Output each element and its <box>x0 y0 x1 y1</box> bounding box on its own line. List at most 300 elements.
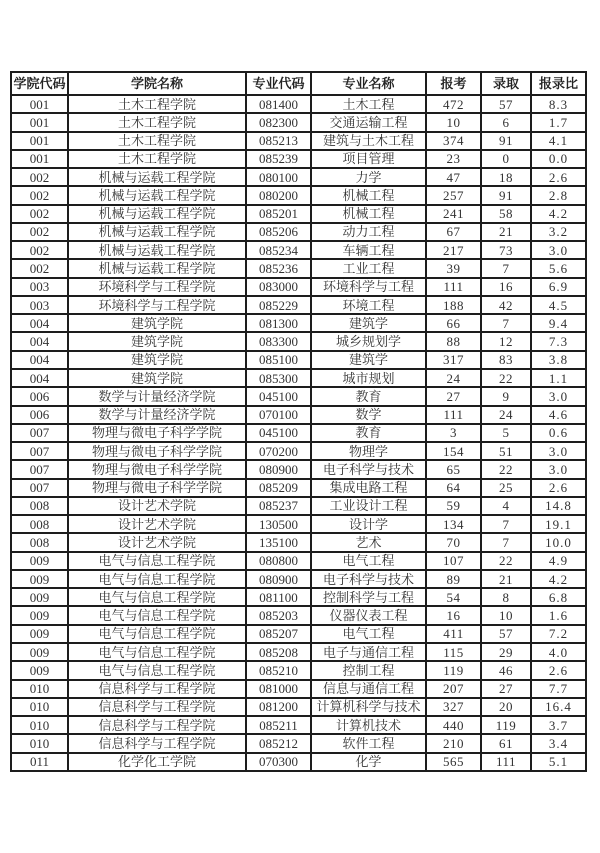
cell-applicants: 3 <box>426 424 481 442</box>
cell-major_code: 083000 <box>246 278 311 296</box>
cell-college_name: 机械与运载工程学院 <box>68 241 246 259</box>
table-row <box>11 661 586 679</box>
cell-major_name: 力学 <box>311 168 426 186</box>
cell-major_code: 070100 <box>246 406 311 424</box>
cell-ratio: 16.4 <box>531 698 586 716</box>
cell-college_name: 电气与信息工程学院 <box>68 625 246 643</box>
cell-admitted: 111 <box>481 753 531 771</box>
cell-ratio: 3.0 <box>531 387 586 405</box>
cell-major_code: 082300 <box>246 113 311 131</box>
cell-ratio: 2.6 <box>531 661 586 679</box>
table-row <box>11 753 586 771</box>
cell-applicants: 66 <box>426 314 481 332</box>
cell-ratio: 5.1 <box>531 753 586 771</box>
cell-major_name: 交通运输工程 <box>311 113 426 131</box>
cell-ratio: 3.2 <box>531 223 586 241</box>
cell-applicants: 241 <box>426 205 481 223</box>
cell-college_name: 数学与计量经济学院 <box>68 387 246 405</box>
cell-major_name: 电气工程 <box>311 552 426 570</box>
cell-major_code: 045100 <box>246 387 311 405</box>
cell-major_name: 计算机科学与技术 <box>311 698 426 716</box>
cell-admitted: 27 <box>481 680 531 698</box>
cell-admitted: 7 <box>481 515 531 533</box>
cell-applicants: 107 <box>426 552 481 570</box>
cell-college_code: 009 <box>11 552 68 570</box>
table-row <box>11 369 586 387</box>
header-admitted: 录取 <box>481 72 531 95</box>
table-row <box>11 95 586 113</box>
cell-applicants: 47 <box>426 168 481 186</box>
cell-college_name: 电气与信息工程学院 <box>68 552 246 570</box>
cell-applicants: 89 <box>426 570 481 588</box>
cell-applicants: 440 <box>426 716 481 734</box>
cell-admitted: 20 <box>481 698 531 716</box>
cell-major_name: 化学 <box>311 753 426 771</box>
cell-applicants: 207 <box>426 680 481 698</box>
table-row <box>11 552 586 570</box>
cell-applicants: 327 <box>426 698 481 716</box>
cell-college_name: 物理与微电子科学学院 <box>68 424 246 442</box>
header-ratio: 报录比 <box>531 72 586 95</box>
cell-college_name: 信息科学与工程学院 <box>68 716 246 734</box>
table-row <box>11 241 586 259</box>
cell-ratio: 1.1 <box>531 369 586 387</box>
cell-ratio: 2.8 <box>531 186 586 204</box>
cell-applicants: 39 <box>426 259 481 277</box>
cell-ratio: 6.8 <box>531 588 586 606</box>
table-row <box>11 150 586 168</box>
table-row <box>11 406 586 424</box>
cell-college_name: 电气与信息工程学院 <box>68 588 246 606</box>
cell-ratio: 7.7 <box>531 680 586 698</box>
cell-major_name: 建筑学 <box>311 314 426 332</box>
cell-college_code: 008 <box>11 515 68 533</box>
cell-ratio: 4.5 <box>531 296 586 314</box>
cell-applicants: 88 <box>426 332 481 350</box>
table-row <box>11 734 586 752</box>
cell-major_name: 电子科学与技术 <box>311 460 426 478</box>
cell-major_code: 085100 <box>246 351 311 369</box>
cell-major_code: 080200 <box>246 186 311 204</box>
cell-major_code: 085209 <box>246 479 311 497</box>
cell-ratio: 4.1 <box>531 132 586 150</box>
table-row <box>11 296 586 314</box>
cell-admitted: 73 <box>481 241 531 259</box>
cell-ratio: 1.7 <box>531 113 586 131</box>
cell-admitted: 61 <box>481 734 531 752</box>
table-row <box>11 259 586 277</box>
cell-major_name: 教育 <box>311 387 426 405</box>
cell-major_name: 建筑学 <box>311 351 426 369</box>
cell-ratio: 3.7 <box>531 716 586 734</box>
cell-major_name: 电子科学与技术 <box>311 570 426 588</box>
cell-major_code: 085208 <box>246 643 311 661</box>
cell-admitted: 83 <box>481 351 531 369</box>
cell-college_code: 010 <box>11 680 68 698</box>
cell-admitted: 16 <box>481 278 531 296</box>
cell-applicants: 16 <box>426 606 481 624</box>
cell-major_code: 085229 <box>246 296 311 314</box>
cell-major_code: 085201 <box>246 205 311 223</box>
cell-college_name: 机械与运载工程学院 <box>68 259 246 277</box>
cell-college_name: 物理与微电子科学学院 <box>68 442 246 460</box>
cell-applicants: 27 <box>426 387 481 405</box>
cell-college_name: 数学与计量经济学院 <box>68 406 246 424</box>
cell-college_name: 环境科学与工程学院 <box>68 296 246 314</box>
cell-ratio: 0.0 <box>531 150 586 168</box>
table-row <box>11 680 586 698</box>
cell-admitted: 42 <box>481 296 531 314</box>
cell-college_code: 003 <box>11 278 68 296</box>
cell-major_code: 085210 <box>246 661 311 679</box>
cell-college_name: 信息科学与工程学院 <box>68 698 246 716</box>
cell-major_name: 城乡规划学 <box>311 332 426 350</box>
cell-ratio: 10.0 <box>531 533 586 551</box>
header-college-name: 学院名称 <box>68 72 246 95</box>
cell-college_name: 信息科学与工程学院 <box>68 680 246 698</box>
cell-major_name: 环境工程 <box>311 296 426 314</box>
cell-major_code: 085207 <box>246 625 311 643</box>
cell-college_code: 007 <box>11 424 68 442</box>
cell-admitted: 91 <box>481 186 531 204</box>
cell-ratio: 3.0 <box>531 442 586 460</box>
cell-college_name: 电气与信息工程学院 <box>68 606 246 624</box>
table-row <box>11 332 586 350</box>
cell-college_code: 008 <box>11 533 68 551</box>
cell-major_code: 081100 <box>246 588 311 606</box>
cell-ratio: 4.9 <box>531 552 586 570</box>
cell-major_code: 085234 <box>246 241 311 259</box>
cell-college_code: 009 <box>11 606 68 624</box>
table-row <box>11 132 586 150</box>
cell-college_name: 土木工程学院 <box>68 150 246 168</box>
table-row <box>11 442 586 460</box>
cell-major_name: 工业设计工程 <box>311 497 426 515</box>
cell-admitted: 22 <box>481 369 531 387</box>
cell-major_code: 080100 <box>246 168 311 186</box>
cell-college_name: 土木工程学院 <box>68 113 246 131</box>
cell-admitted: 57 <box>481 95 531 113</box>
cell-major_name: 仪器仪表工程 <box>311 606 426 624</box>
cell-major_name: 机械工程 <box>311 205 426 223</box>
cell-college_code: 007 <box>11 479 68 497</box>
cell-applicants: 67 <box>426 223 481 241</box>
cell-major_name: 建筑与土木工程 <box>311 132 426 150</box>
cell-ratio: 4.2 <box>531 570 586 588</box>
cell-college_code: 002 <box>11 223 68 241</box>
cell-college_name: 信息科学与工程学院 <box>68 734 246 752</box>
cell-major_code: 080900 <box>246 460 311 478</box>
cell-ratio: 6.9 <box>531 278 586 296</box>
cell-major_code: 080900 <box>246 570 311 588</box>
table-row <box>11 113 586 131</box>
cell-major_name: 控制科学与工程 <box>311 588 426 606</box>
cell-college_code: 011 <box>11 753 68 771</box>
cell-major_name: 软件工程 <box>311 734 426 752</box>
cell-applicants: 119 <box>426 661 481 679</box>
cell-admitted: 8 <box>481 588 531 606</box>
cell-admitted: 9 <box>481 387 531 405</box>
cell-college_name: 建筑学院 <box>68 351 246 369</box>
table-row <box>11 497 586 515</box>
table-row <box>11 570 586 588</box>
cell-college_name: 设计艺术学院 <box>68 497 246 515</box>
cell-applicants: 188 <box>426 296 481 314</box>
cell-college_code: 010 <box>11 734 68 752</box>
cell-ratio: 4.6 <box>531 406 586 424</box>
cell-major_code: 081000 <box>246 680 311 698</box>
cell-college_code: 009 <box>11 643 68 661</box>
cell-major_name: 教育 <box>311 424 426 442</box>
cell-ratio: 3.0 <box>531 241 586 259</box>
cell-college_name: 土木工程学院 <box>68 95 246 113</box>
cell-college_name: 环境科学与工程学院 <box>68 278 246 296</box>
table-row <box>11 533 586 551</box>
table-row <box>11 515 586 533</box>
cell-ratio: 2.6 <box>531 168 586 186</box>
cell-admitted: 25 <box>481 479 531 497</box>
cell-major_name: 车辆工程 <box>311 241 426 259</box>
table-row <box>11 314 586 332</box>
table-row <box>11 643 586 661</box>
cell-major_code: 085236 <box>246 259 311 277</box>
cell-major_name: 项目管理 <box>311 150 426 168</box>
cell-college_code: 002 <box>11 186 68 204</box>
cell-major_code: 135100 <box>246 533 311 551</box>
cell-applicants: 10 <box>426 113 481 131</box>
cell-ratio: 7.2 <box>531 625 586 643</box>
cell-admitted: 4 <box>481 497 531 515</box>
cell-college_code: 006 <box>11 387 68 405</box>
cell-college_name: 土木工程学院 <box>68 132 246 150</box>
cell-ratio: 4.0 <box>531 643 586 661</box>
cell-admitted: 5 <box>481 424 531 442</box>
cell-major_code: 081300 <box>246 314 311 332</box>
cell-applicants: 317 <box>426 351 481 369</box>
table-row <box>11 387 586 405</box>
cell-ratio: 19.1 <box>531 515 586 533</box>
cell-major_name: 数学 <box>311 406 426 424</box>
cell-major_name: 环境科学与工程 <box>311 278 426 296</box>
cell-admitted: 22 <box>481 460 531 478</box>
cell-major_name: 集成电路工程 <box>311 479 426 497</box>
table-row <box>11 223 586 241</box>
cell-major_code: 085300 <box>246 369 311 387</box>
cell-ratio: 7.3 <box>531 332 586 350</box>
cell-college_code: 007 <box>11 442 68 460</box>
cell-major_code: 080800 <box>246 552 311 570</box>
cell-college_code: 004 <box>11 332 68 350</box>
cell-admitted: 21 <box>481 570 531 588</box>
table-row <box>11 479 586 497</box>
cell-college_code: 001 <box>11 113 68 131</box>
cell-applicants: 411 <box>426 625 481 643</box>
cell-major_name: 土木工程 <box>311 95 426 113</box>
cell-major_name: 设计学 <box>311 515 426 533</box>
cell-college_name: 电气与信息工程学院 <box>68 643 246 661</box>
cell-college_name: 机械与运载工程学院 <box>68 205 246 223</box>
cell-major_code: 085211 <box>246 716 311 734</box>
table-row <box>11 424 586 442</box>
header-major-code: 专业代码 <box>246 72 311 95</box>
cell-major_name: 艺术 <box>311 533 426 551</box>
cell-ratio: 3.4 <box>531 734 586 752</box>
cell-admitted: 7 <box>481 533 531 551</box>
cell-college_code: 002 <box>11 168 68 186</box>
cell-major_name: 信息与通信工程 <box>311 680 426 698</box>
cell-major_code: 085239 <box>246 150 311 168</box>
table-row <box>11 460 586 478</box>
cell-major_code: 081400 <box>246 95 311 113</box>
cell-ratio: 3.8 <box>531 351 586 369</box>
cell-college_name: 机械与运载工程学院 <box>68 186 246 204</box>
cell-applicants: 65 <box>426 460 481 478</box>
cell-admitted: 21 <box>481 223 531 241</box>
cell-college_code: 002 <box>11 205 68 223</box>
cell-admitted: 22 <box>481 552 531 570</box>
cell-major_code: 085213 <box>246 132 311 150</box>
cell-applicants: 111 <box>426 278 481 296</box>
cell-ratio: 1.6 <box>531 606 586 624</box>
cell-major_code: 083300 <box>246 332 311 350</box>
cell-applicants: 565 <box>426 753 481 771</box>
cell-major_name: 机械工程 <box>311 186 426 204</box>
cell-admitted: 10 <box>481 606 531 624</box>
cell-college_code: 009 <box>11 588 68 606</box>
table-row <box>11 278 586 296</box>
cell-admitted: 29 <box>481 643 531 661</box>
cell-major_name: 工业工程 <box>311 259 426 277</box>
cell-applicants: 23 <box>426 150 481 168</box>
cell-admitted: 46 <box>481 661 531 679</box>
cell-college_code: 009 <box>11 625 68 643</box>
cell-applicants: 210 <box>426 734 481 752</box>
cell-major_code: 070300 <box>246 753 311 771</box>
cell-applicants: 70 <box>426 533 481 551</box>
cell-ratio: 14.8 <box>531 497 586 515</box>
cell-admitted: 7 <box>481 259 531 277</box>
table-row <box>11 186 586 204</box>
table-row <box>11 351 586 369</box>
cell-applicants: 115 <box>426 643 481 661</box>
cell-college_code: 001 <box>11 132 68 150</box>
cell-ratio: 3.0 <box>531 460 586 478</box>
cell-major_code: 130500 <box>246 515 311 533</box>
cell-college_name: 机械与运载工程学院 <box>68 168 246 186</box>
table-row <box>11 625 586 643</box>
cell-major_code: 085203 <box>246 606 311 624</box>
cell-college_code: 010 <box>11 716 68 734</box>
cell-major_code: 081200 <box>246 698 311 716</box>
cell-applicants: 24 <box>426 369 481 387</box>
header-major-name: 专业名称 <box>311 72 426 95</box>
cell-major_name: 电子与通信工程 <box>311 643 426 661</box>
table-row <box>11 168 586 186</box>
cell-college_name: 电气与信息工程学院 <box>68 661 246 679</box>
cell-applicants: 111 <box>426 406 481 424</box>
cell-college_code: 001 <box>11 150 68 168</box>
admissions-stats-table <box>10 71 587 772</box>
cell-applicants: 374 <box>426 132 481 150</box>
cell-admitted: 0 <box>481 150 531 168</box>
cell-applicants: 154 <box>426 442 481 460</box>
cell-admitted: 51 <box>481 442 531 460</box>
header-row <box>11 72 586 95</box>
cell-ratio: 4.2 <box>531 205 586 223</box>
cell-college_name: 建筑学院 <box>68 369 246 387</box>
cell-applicants: 64 <box>426 479 481 497</box>
table-row <box>11 716 586 734</box>
cell-college_name: 建筑学院 <box>68 314 246 332</box>
cell-admitted: 12 <box>481 332 531 350</box>
cell-ratio: 9.4 <box>531 314 586 332</box>
cell-major_name: 电气工程 <box>311 625 426 643</box>
cell-college_code: 004 <box>11 351 68 369</box>
cell-ratio: 0.6 <box>531 424 586 442</box>
cell-college_code: 008 <box>11 497 68 515</box>
cell-college_code: 003 <box>11 296 68 314</box>
table-row <box>11 588 586 606</box>
cell-major_code: 085212 <box>246 734 311 752</box>
cell-college_name: 物理与微电子科学学院 <box>68 479 246 497</box>
cell-ratio: 8.3 <box>531 95 586 113</box>
cell-admitted: 57 <box>481 625 531 643</box>
cell-college_code: 002 <box>11 241 68 259</box>
cell-major_code: 045100 <box>246 424 311 442</box>
cell-applicants: 257 <box>426 186 481 204</box>
header-applicants: 报考 <box>426 72 481 95</box>
cell-college_name: 物理与微电子科学学院 <box>68 460 246 478</box>
cell-college_code: 009 <box>11 661 68 679</box>
cell-admitted: 24 <box>481 406 531 424</box>
table-row <box>11 698 586 716</box>
cell-college_code: 009 <box>11 570 68 588</box>
cell-applicants: 59 <box>426 497 481 515</box>
cell-college_code: 004 <box>11 314 68 332</box>
cell-admitted: 58 <box>481 205 531 223</box>
cell-college_name: 设计艺术学院 <box>68 533 246 551</box>
cell-major_name: 物理学 <box>311 442 426 460</box>
cell-applicants: 217 <box>426 241 481 259</box>
cell-college_code: 002 <box>11 259 68 277</box>
cell-college_name: 电气与信息工程学院 <box>68 570 246 588</box>
cell-ratio: 5.6 <box>531 259 586 277</box>
table-body <box>11 95 586 771</box>
cell-applicants: 472 <box>426 95 481 113</box>
cell-admitted: 18 <box>481 168 531 186</box>
cell-college_name: 建筑学院 <box>68 332 246 350</box>
cell-college_name: 化学化工学院 <box>68 753 246 771</box>
cell-college_code: 010 <box>11 698 68 716</box>
cell-college_code: 006 <box>11 406 68 424</box>
cell-major_code: 070200 <box>246 442 311 460</box>
cell-major_code: 085237 <box>246 497 311 515</box>
cell-applicants: 54 <box>426 588 481 606</box>
cell-admitted: 6 <box>481 113 531 131</box>
table-row <box>11 205 586 223</box>
cell-college_code: 007 <box>11 460 68 478</box>
cell-college_name: 设计艺术学院 <box>68 515 246 533</box>
cell-admitted: 119 <box>481 716 531 734</box>
header-college-code: 学院代码 <box>11 72 68 95</box>
cell-college_code: 004 <box>11 369 68 387</box>
cell-college_name: 机械与运载工程学院 <box>68 223 246 241</box>
cell-college_code: 001 <box>11 95 68 113</box>
cell-admitted: 7 <box>481 314 531 332</box>
cell-admitted: 91 <box>481 132 531 150</box>
cell-major_code: 085206 <box>246 223 311 241</box>
cell-applicants: 134 <box>426 515 481 533</box>
